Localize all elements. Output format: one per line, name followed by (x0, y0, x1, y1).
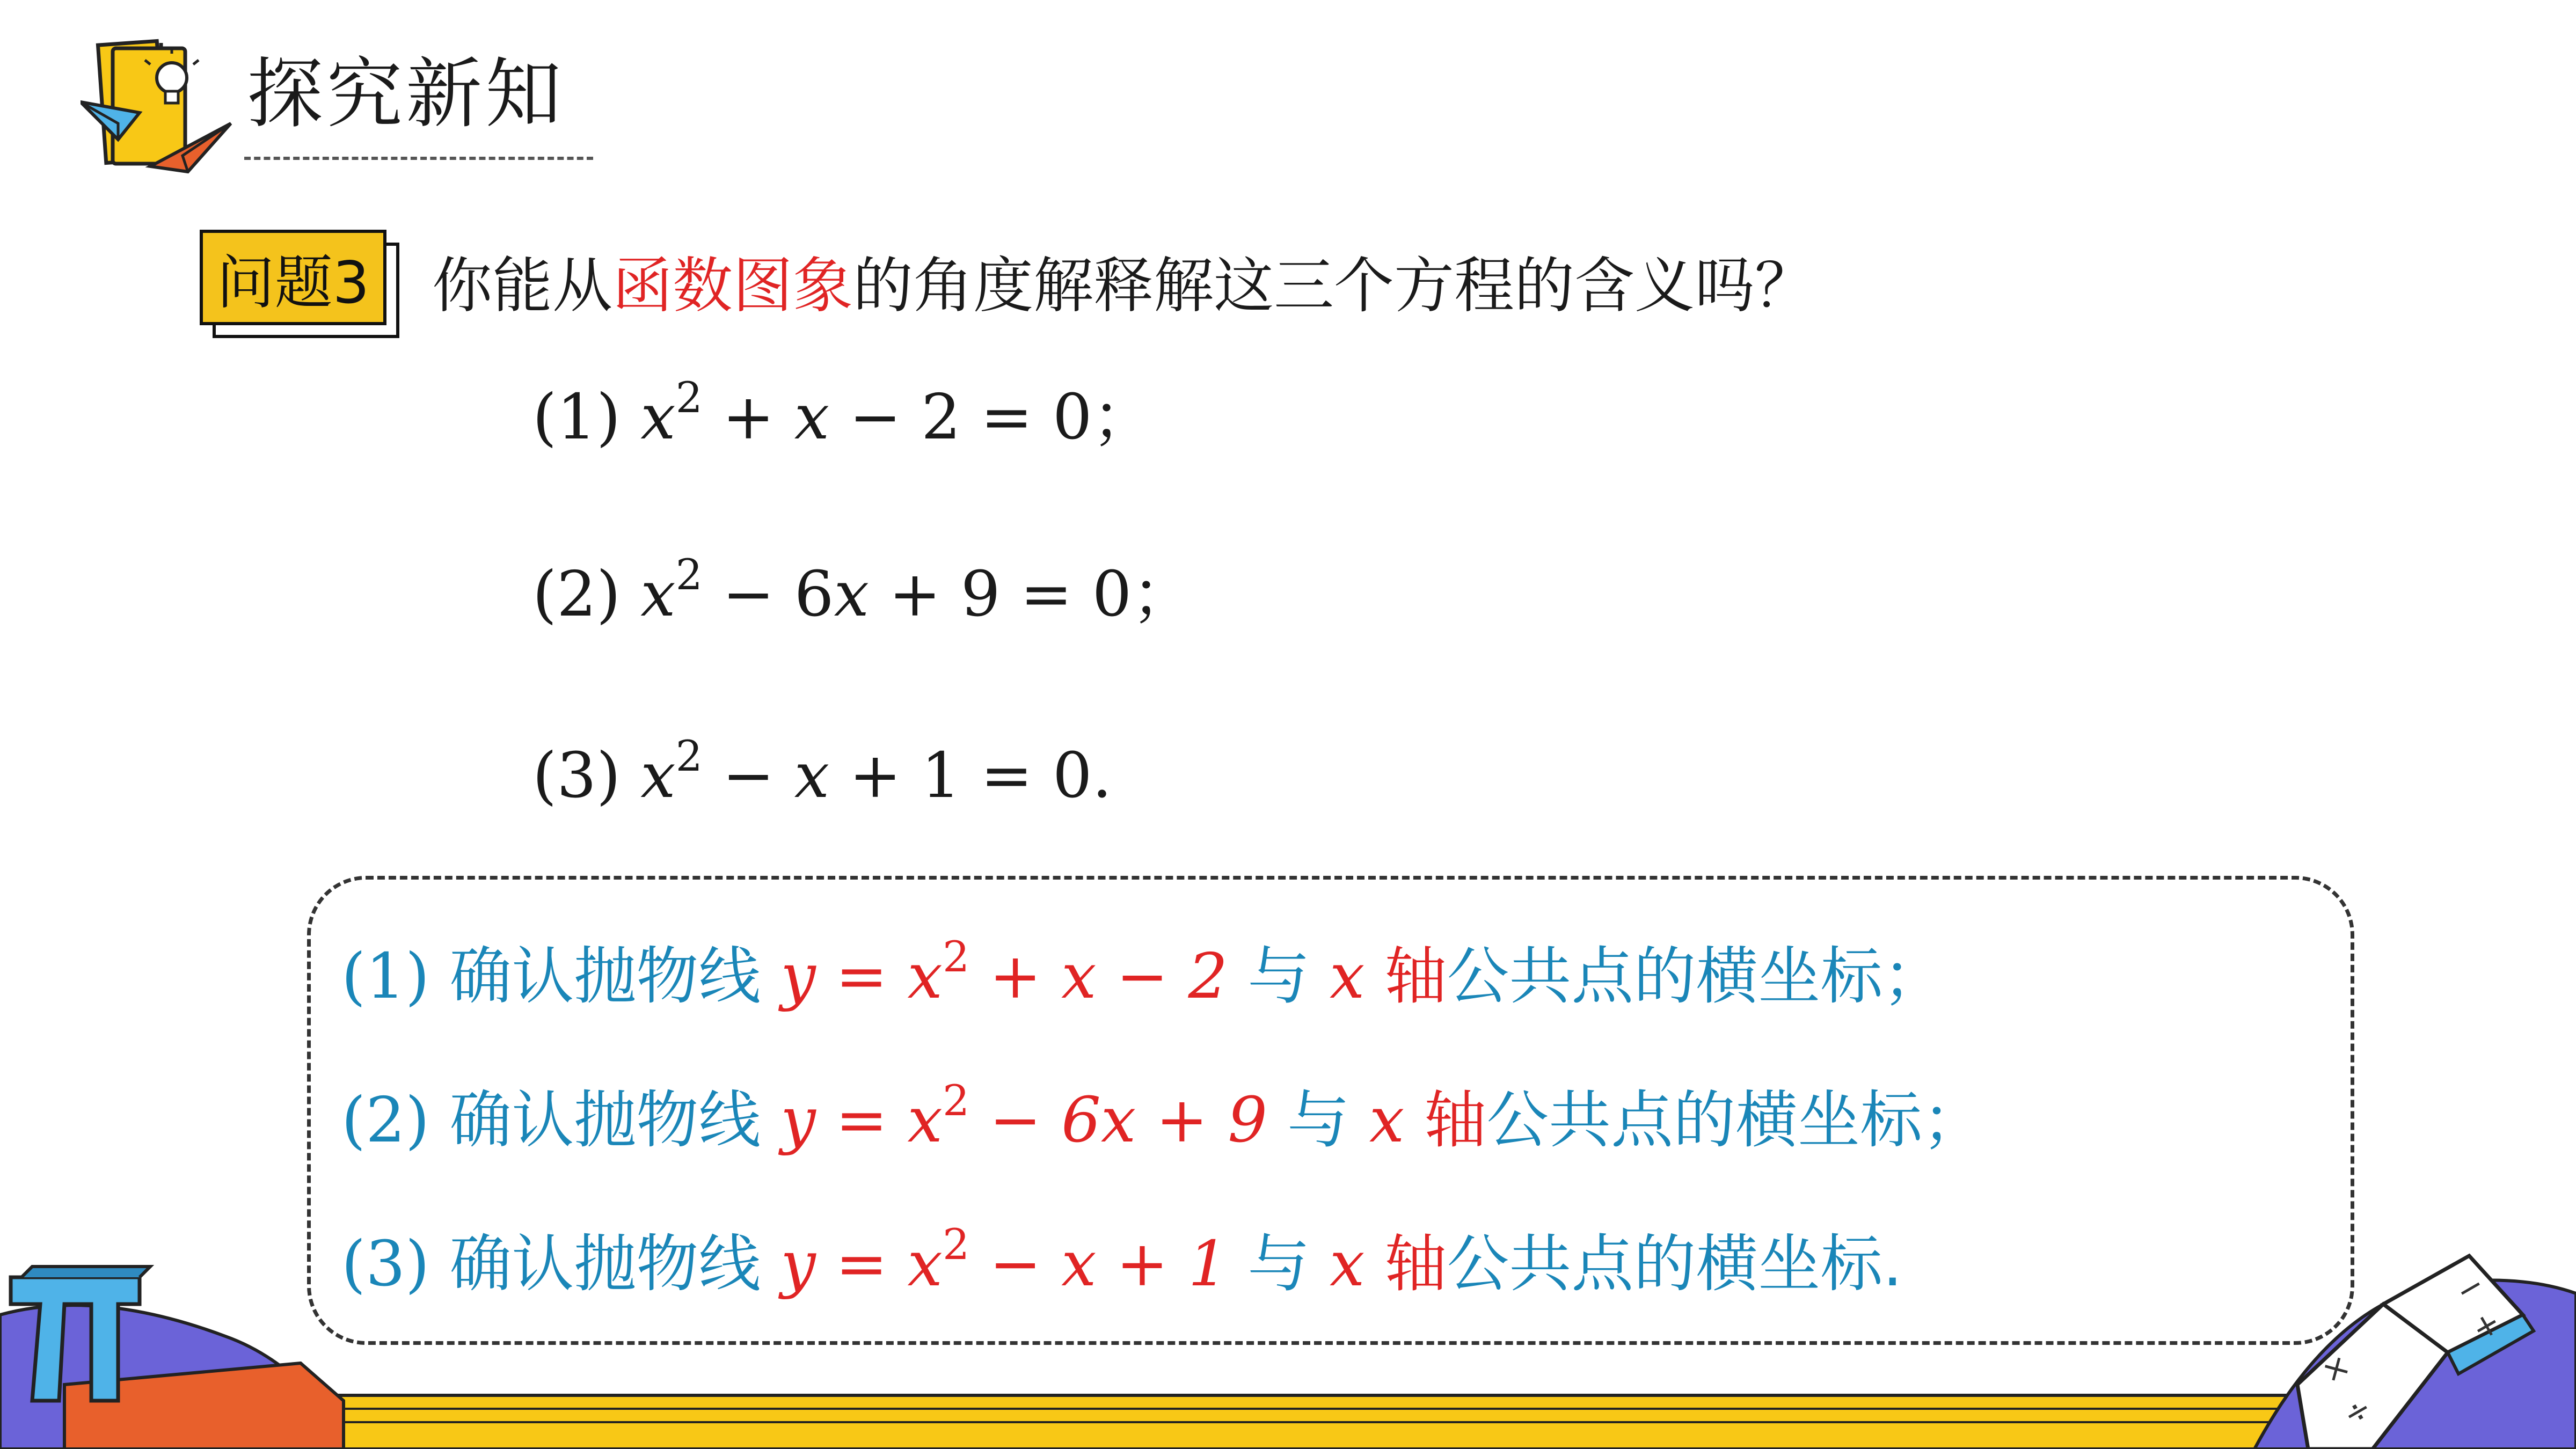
answer-tail: 公共点的横坐标； (1447, 940, 1945, 1013)
answer-formula: y = x (780, 940, 943, 1013)
equation-exponent: 2 (675, 550, 703, 600)
question-badge: 问题3 (200, 230, 386, 325)
answer-axis: 轴 (1384, 1228, 1447, 1300)
answer-number: (1) (341, 940, 430, 1013)
answer-formula: y = x (780, 1228, 943, 1300)
svg-text:−: − (2449, 1265, 2492, 1311)
equation-tail: + 9 = 0； (869, 558, 1194, 631)
answer-axis-var: x (1330, 1228, 1365, 1300)
answer-connector: 与 (1287, 1084, 1349, 1157)
question-text-after: 的角度解释解这三个方程的含义吗？ (853, 251, 1815, 321)
answer-tail: 公共点的横坐标. (1447, 1228, 1903, 1300)
answer-tail: 公共点的横坐标； (1486, 1084, 1985, 1157)
answer-number: (2) (341, 1084, 430, 1157)
svg-text:+: + (2465, 1302, 2508, 1349)
equation-var: x (794, 381, 830, 453)
footer-decoration (0, 1224, 2576, 1449)
answer-formula: + x − 2 (969, 940, 1228, 1013)
answer-lead: 确认抛物线 (449, 940, 761, 1013)
equation-exponent: 2 (675, 373, 703, 423)
svg-text:÷: ÷ (2336, 1388, 2379, 1435)
question-text-before: 你能从 (432, 251, 612, 321)
answer-axis-var: x (1369, 1084, 1405, 1157)
answer-axis: 轴 (1384, 940, 1447, 1013)
answer-connector: 与 (1247, 1228, 1310, 1300)
paper-plane-lightbulb-icon (81, 32, 236, 177)
equation-2 (532, 550, 1194, 631)
equation-part: − (702, 740, 794, 812)
answer-1 (341, 932, 1945, 1013)
equation-var: x (640, 740, 676, 812)
answer-2 (341, 1076, 1985, 1157)
equation-tail: − 2 = 0； (829, 381, 1155, 453)
answer-exponent: 2 (942, 932, 970, 982)
equation-number: (3) (532, 740, 621, 812)
equation-3 (532, 731, 1112, 812)
equation-exponent: 2 (675, 731, 703, 781)
equation-number: (1) (532, 381, 621, 453)
answer-exponent: 2 (942, 1220, 970, 1270)
equation-var: x (794, 740, 830, 812)
answer-connector: 与 (1247, 940, 1310, 1013)
equation-part: − 6 (702, 558, 834, 631)
answer-lead: 确认抛物线 (449, 1228, 761, 1300)
question-text (432, 253, 1815, 319)
equation-part: + (702, 381, 794, 453)
answer-formula: − x + 1 (969, 1228, 1228, 1300)
answer-formula: y = x (780, 1084, 943, 1157)
equation-var: x (640, 381, 676, 453)
equation-var: x (834, 558, 869, 631)
answer-axis-var: x (1330, 940, 1365, 1013)
answer-exponent: 2 (942, 1076, 970, 1126)
equation-var: x (640, 558, 676, 631)
footer-stripe (301, 1395, 2576, 1449)
equation-tail: + 1 = 0. (829, 740, 1112, 812)
answer-lead: 确认抛物线 (449, 1084, 761, 1157)
equation-number: (2) (532, 558, 621, 631)
title-underline (244, 157, 593, 160)
equation-1 (532, 373, 1155, 453)
page-title: 探究新知 (247, 50, 565, 138)
answer-number: (3) (341, 1228, 430, 1300)
answer-formula: − 6x + 9 (969, 1084, 1268, 1157)
question-highlight: 函数图象 (612, 251, 853, 321)
svg-text:×: × (2315, 1345, 2358, 1392)
answer-axis: 轴 (1424, 1084, 1487, 1157)
